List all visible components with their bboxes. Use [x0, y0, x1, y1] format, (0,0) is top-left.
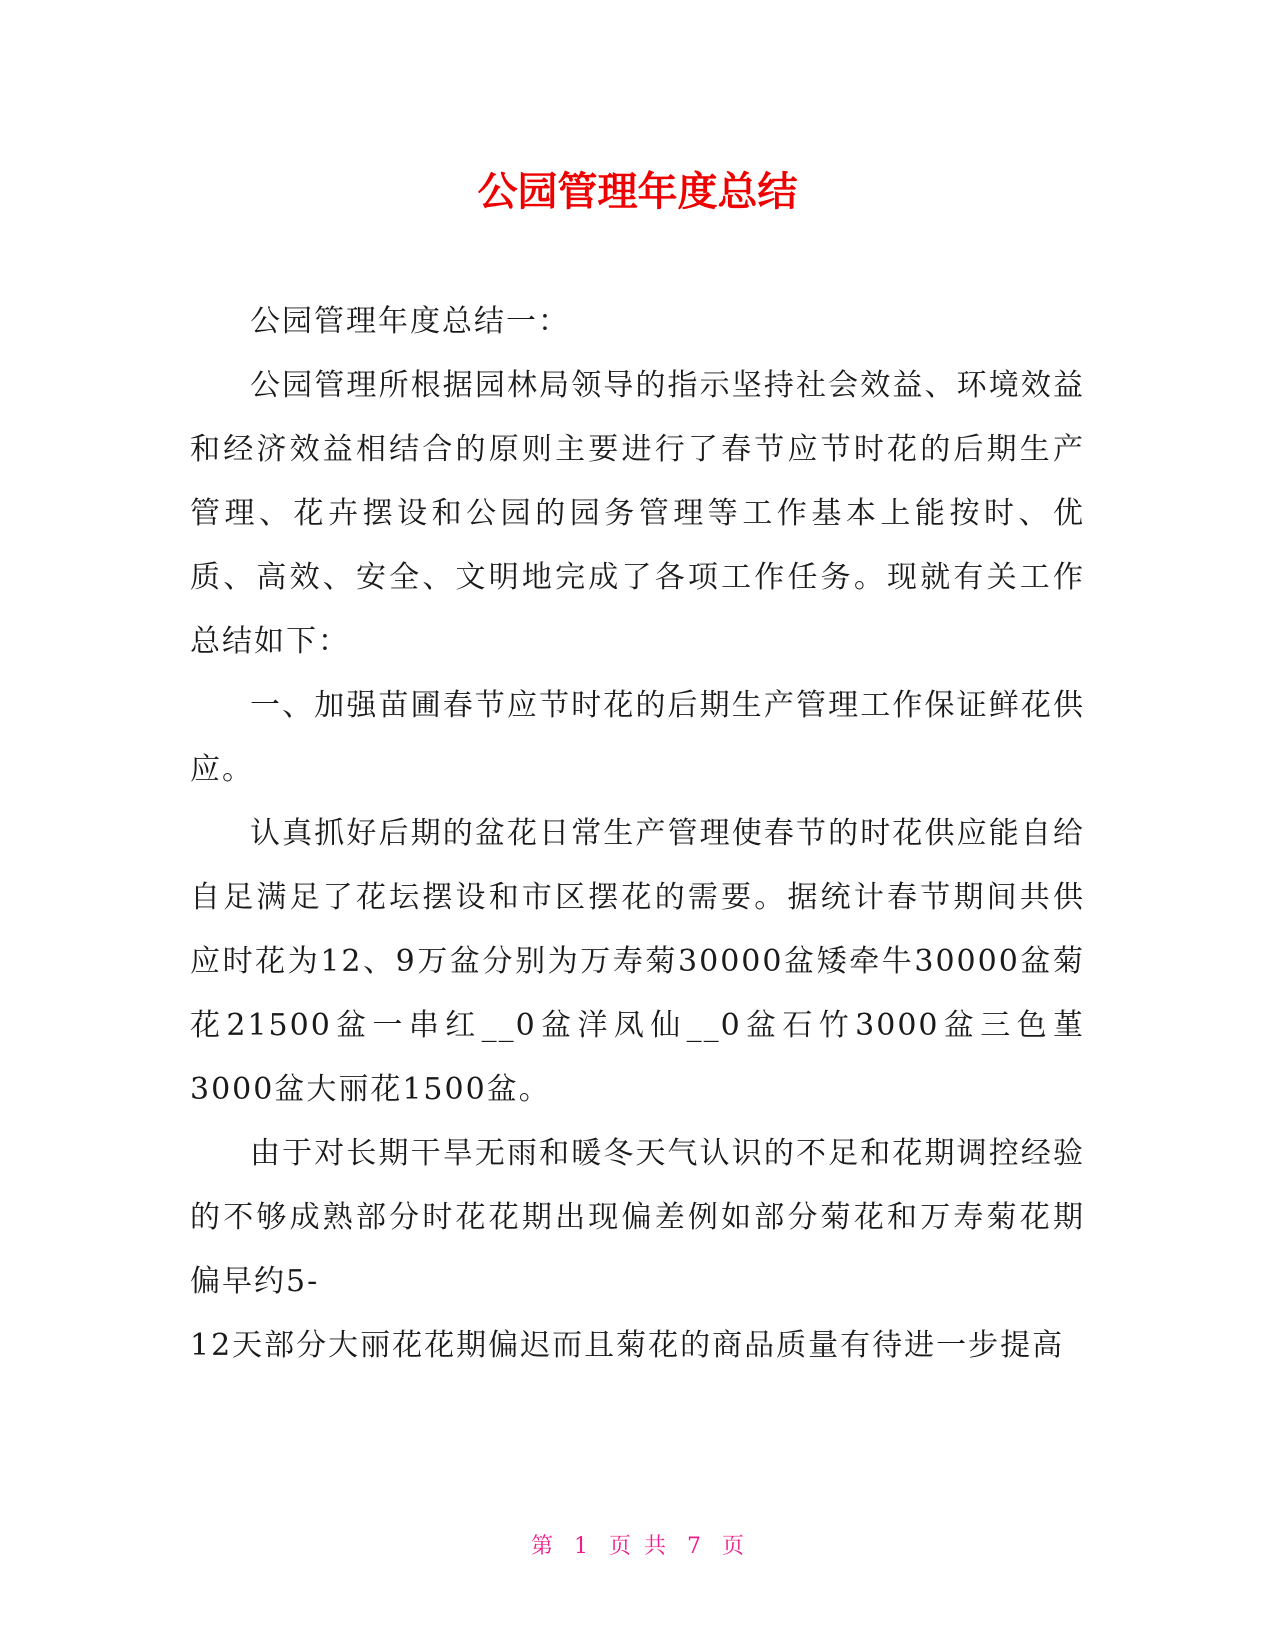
- problem-paragraph-continued: 12天部分大丽花花期偏迟而且菊花的商品质量有待进一步提高: [190, 1328, 1065, 1363]
- page-footer: [0, 1532, 1275, 1562]
- footer-suffix: 页: [722, 1534, 745, 1559]
- section-one-heading: 一、加强苗圃春节应节时花的后期生产管理工作保证鲜花供应。: [190, 688, 1085, 787]
- footer-middle: 页 共: [609, 1534, 666, 1559]
- footer-prefix: 第: [530, 1534, 553, 1559]
- document-title: 公园管理年度总结: [477, 169, 798, 215]
- section-heading: 公园管理年度总结一：: [250, 304, 570, 339]
- intro-paragraph: 公园管理所根据园林局领导的指示坚持社会效益、环境效益和经济效益相结合的原则主要进行了春节应节时花的后期生产管理、花卉摆设和公园的园务管理等工作基本上能按时、优质、高效、安全、文明地完成了各项工作任务。现就有关工作总结如下：: [190, 368, 1085, 659]
- document-body: [190, 290, 1085, 1378]
- footer-total-pages: 7: [687, 1534, 701, 1559]
- problem-paragraph: 由于对长期干旱无雨和暖冬天气认识的不足和花期调控经验的不够成熟部分时花花期出现偏差例如部分菊花和万寿菊花期偏早约5-: [190, 1136, 1085, 1299]
- footer-current-page: 1: [574, 1534, 588, 1559]
- supply-paragraph: 认真抓好后期的盆花日常生产管理使春节的时花供应能自给自足满足了花坛摆设和市区摆花的需要。据统计春节期间共供应时花为12、9万盆分别为万寿菊30000盆矮牵牛30000盆菊花21500盆一串红__0盆洋凤仙__0盆石竹3000盆三色堇3000盆大丽花1500盆。: [190, 816, 1085, 1107]
